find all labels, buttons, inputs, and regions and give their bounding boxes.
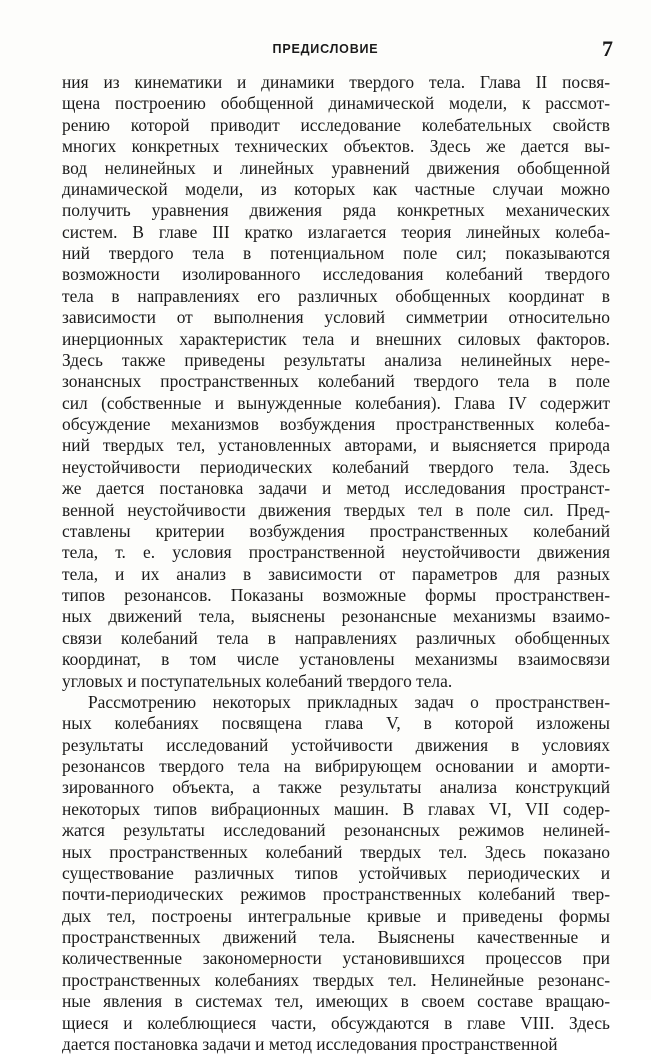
text-line: дых тел, построены интегральные кривые и приведены формы [62,905,610,926]
text-line: количественные закономерности установившихся процессов при [62,948,610,969]
text-line: пространственных движений тела. Выяснены качественные и [62,927,610,947]
text-line: получить уравнения движения ряда конкретных механических [62,200,610,221]
text-line: сил (собственные и вынужденные колебания). Глава IV содержит [62,392,610,413]
paragraph [62,692,610,1055]
text-line: дается постановка задачи и метод исследования пространственной [62,1033,558,1054]
text-line: почти-периодических режимов пространственных колебаний твер- [62,884,610,905]
text-line: ния из кинематики и динамики твердого тела. Глава II посвя- [62,72,610,92]
text-line: обсуждение механизмов возбуждения пространственных колеба- [62,414,610,434]
text-line: зированного объекта, а также результаты анализа конструкций [62,777,610,798]
text-line: неустойчивости периодических колебаний твердого тела. Здесь [62,456,610,477]
text-line: же дается постановка задачи и метод исследования пространст- [62,478,610,499]
running-head [0,36,651,64]
text-line: результаты исследований устойчивости движения в условиях [62,734,610,755]
text-line: ний твердого тела в потенциальном поле сил; показываются [62,243,610,263]
text-line: резонансов твердого тела на вибрирующем основании и аморти- [62,756,610,776]
body-text [62,72,610,1055]
text-line: щена построению обобщенной динамической модели, к рассмот- [62,93,610,114]
text-line: систем. В главе III кратко излагается теория линейных колеба- [62,221,610,242]
text-line: ний твердых тел, установленных авторами, и выясняется природа [62,435,610,456]
text-line: тела в направлениях его различных обобщенных координат в [62,285,610,306]
text-line: динамической модели, из которых как частные случаи можно [62,178,610,199]
text-line: координат, в том числе установлены механизмы взаимосвязи [62,649,610,670]
text-line: зависимости от выполнения условий симметрии относительно [62,307,610,328]
text-line: Здесь также приведены результаты анализа нелинейных нере- [62,349,610,370]
text-line: щиеся и колеблющиеся части, обсуждаются в главе VIII. Здесь [62,1012,610,1033]
text-line: типов резонансов. Показаны возможные формы пространствен- [62,585,610,605]
paragraph [62,72,610,692]
page-number: 7 [602,36,613,61]
text-line: жатся результаты исследований резонансных режимов нелиней- [62,820,610,841]
text-line: вод нелинейных и линейных уравнений движения обобщенной [62,157,610,178]
text-line: инерционных характеристик тела и внешних силовых факторов. [62,328,610,349]
text-line: существование различных типов устойчивых периодических и [62,862,610,883]
text-line: угловых и поступательных колебаний твердого тела. [62,670,453,691]
text-line: ные явления в системах тел, имеющих в своем составе вращаю- [62,991,610,1012]
text-line: зонансных пространственных колебаний твердого тела в поле [62,371,610,392]
running-title: ПРЕДИСЛОВИЕ [272,42,379,56]
text-line: возможности изолированного исследования колебаний твердого [62,264,610,285]
text-line: связи колебаний тела в направлениях различных обобщенных [62,627,610,648]
text-line: ных пространственных колебаний твердых тел. Здесь показано [62,841,610,862]
text-line: венной неустойчивости движения твердых тел в поле сил. Пред- [62,499,610,520]
text-line: ных движений тела, выяснены резонансные механизмы взаимо- [62,606,610,627]
text-line: ставлены критерии возбуждения пространственных колебаний [62,520,610,541]
text-line: пространственных колебаниях твердых тел. Нелинейные резонанс- [62,969,610,990]
text-line: ных колебаниях посвящена глава V, в которой изложены [62,713,610,734]
text-line: рению которой приводит исследование колебательных свойств [62,114,610,135]
text-line: многих конкретных технических объектов. Здесь же дается вы- [62,136,610,157]
text-line: некоторых типов вибрационных машин. В главах VI, VII содер- [62,798,610,819]
text-line: Рассмотрению некоторых прикладных задач о пространствен- [88,691,610,712]
text-line: тела, и их анализ в зависимости от параметров для разных [62,563,610,584]
text-line: тела, т. е. условия пространственной неустойчивости движения [62,542,610,563]
